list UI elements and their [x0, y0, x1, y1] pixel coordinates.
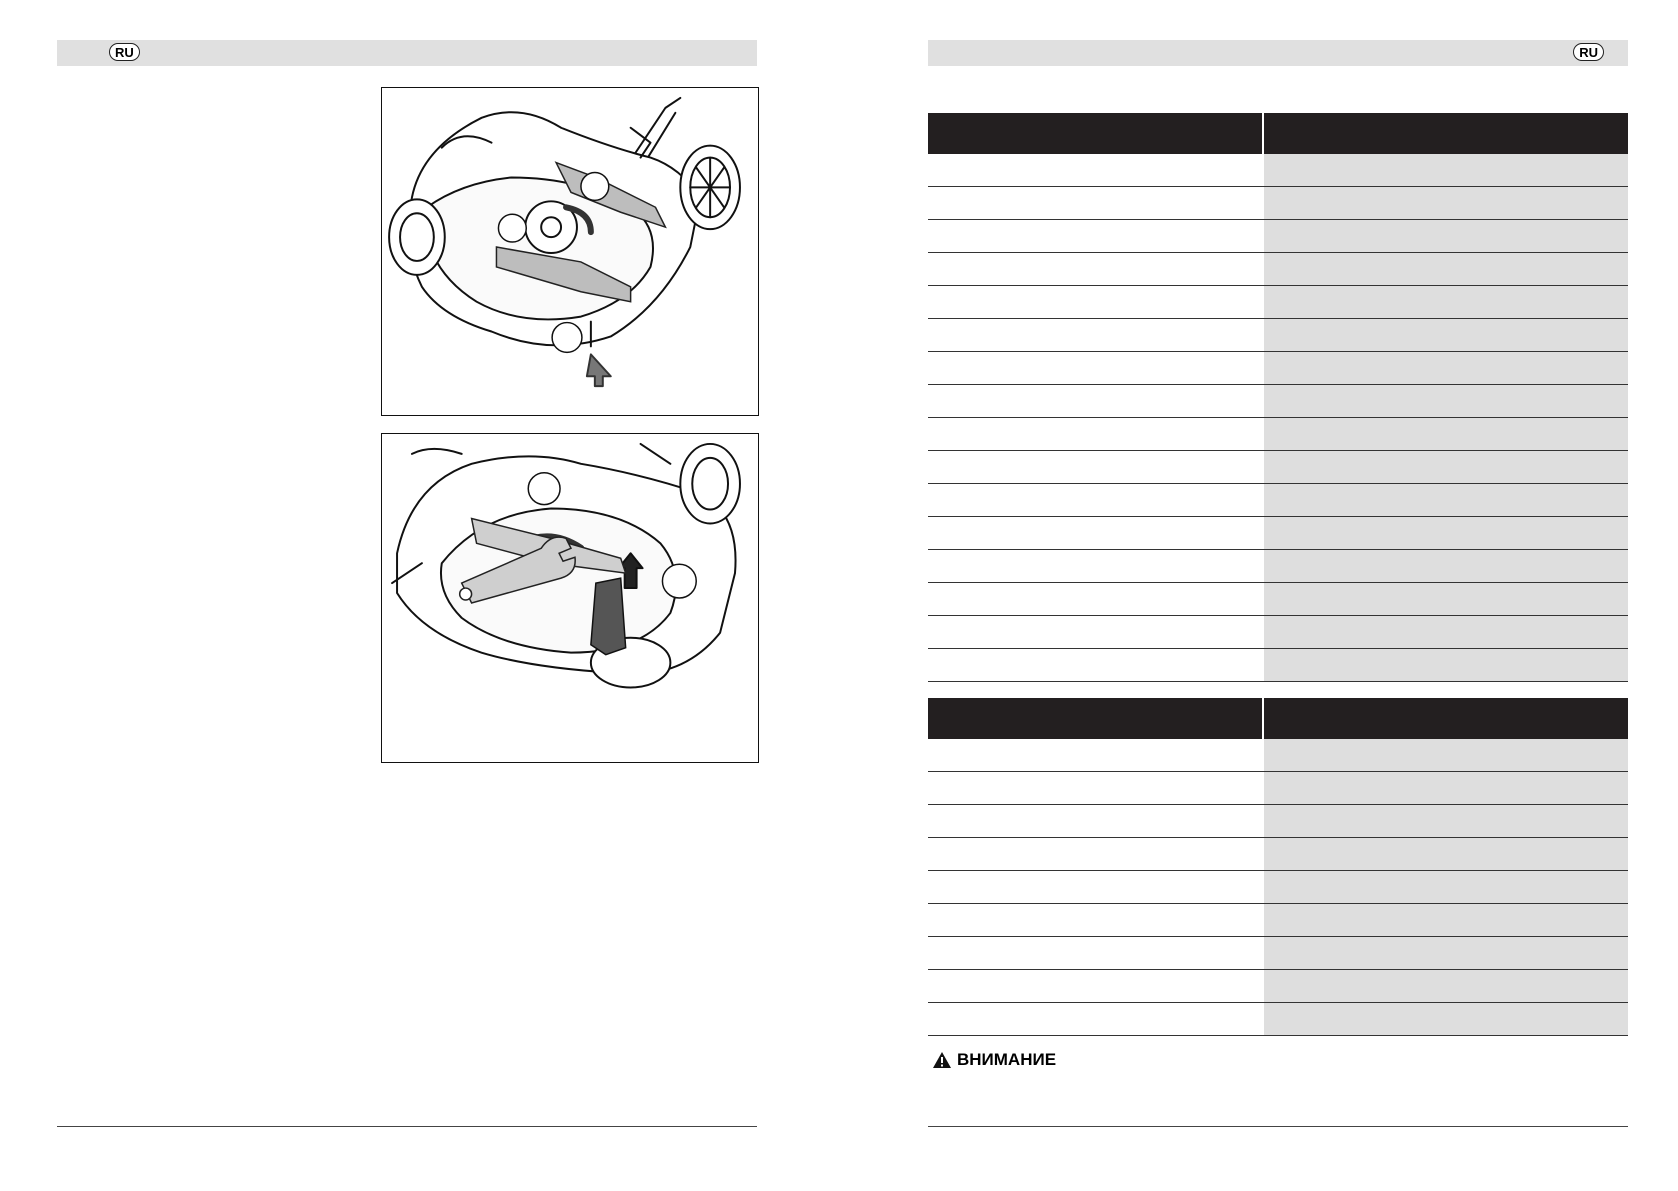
page-header-bar	[57, 40, 757, 66]
table-cell	[1264, 418, 1628, 450]
callout-circle	[581, 172, 609, 200]
table-cell	[928, 319, 1264, 351]
mower-underside-illustration	[382, 88, 758, 415]
right-page	[839, 0, 1678, 1191]
table-row	[928, 805, 1628, 838]
specification-table	[928, 113, 1628, 682]
table-row	[928, 187, 1628, 220]
callout-circle	[528, 473, 560, 505]
table-row	[928, 616, 1628, 649]
warning-label: ВНИМАНИЕ	[957, 1050, 1057, 1069]
table-row	[928, 1003, 1628, 1036]
table-row	[928, 154, 1628, 187]
footer-rule	[928, 1126, 1628, 1127]
table-cell	[928, 739, 1264, 771]
table-row	[928, 319, 1628, 352]
table-cell	[1264, 550, 1628, 582]
table-cell	[928, 418, 1264, 450]
table-row	[928, 583, 1628, 616]
table-cell	[928, 286, 1264, 318]
table-row	[928, 517, 1628, 550]
table-row	[928, 649, 1628, 682]
blade-wrench-figure	[381, 433, 759, 763]
table-cell	[1264, 154, 1628, 186]
language-badge: RU	[109, 43, 140, 61]
table-cell	[1264, 739, 1628, 771]
table-row	[928, 352, 1628, 385]
table-cell	[1264, 937, 1628, 969]
table-cell	[928, 220, 1264, 252]
table-header-cell	[928, 113, 1262, 154]
table-row	[928, 451, 1628, 484]
table-cell	[1264, 649, 1628, 681]
table-cell	[1264, 904, 1628, 936]
table-cell	[1264, 772, 1628, 804]
table-cell	[1264, 805, 1628, 837]
table-cell	[1264, 220, 1628, 252]
table-cell	[928, 187, 1264, 219]
table-cell	[1264, 352, 1628, 384]
table-cell	[928, 517, 1264, 549]
table-cell	[928, 583, 1264, 615]
table-cell	[928, 154, 1264, 186]
specification-table	[928, 698, 1628, 1036]
table-cell	[1264, 319, 1628, 351]
table-cell	[1264, 1003, 1628, 1035]
table-header-cell	[1264, 113, 1628, 154]
table-cell	[1264, 970, 1628, 1002]
page-header-bar	[928, 40, 1628, 66]
callout-circle	[552, 323, 582, 353]
table-header	[928, 698, 1628, 739]
table-cell	[928, 805, 1264, 837]
table-cell	[1264, 253, 1628, 285]
table-row	[928, 286, 1628, 319]
table-row	[928, 220, 1628, 253]
table-cell	[1264, 451, 1628, 483]
table-header	[928, 113, 1628, 154]
table-cell	[928, 385, 1264, 417]
footer-rule	[57, 1126, 757, 1127]
table-row	[928, 253, 1628, 286]
warning-triangle-icon	[932, 1051, 952, 1069]
table-cell	[928, 484, 1264, 516]
table-cell	[928, 649, 1264, 681]
table-cell	[928, 937, 1264, 969]
table-cell	[1264, 484, 1628, 516]
table-cell	[928, 970, 1264, 1002]
table-cell	[928, 253, 1264, 285]
table-cell	[1264, 385, 1628, 417]
table-cell	[1264, 286, 1628, 318]
table-header-cell	[928, 698, 1262, 739]
table-row	[928, 970, 1628, 1003]
blade-removal-figure	[381, 87, 759, 416]
table-cell	[928, 871, 1264, 903]
mower-wrench-illustration	[382, 434, 758, 762]
table-cell	[1264, 583, 1628, 615]
table-cell	[1264, 616, 1628, 648]
table-row	[928, 484, 1628, 517]
language-badge: RU	[1573, 43, 1604, 61]
table-cell	[1264, 517, 1628, 549]
table-row	[928, 385, 1628, 418]
table-row	[928, 904, 1628, 937]
table-cell	[928, 838, 1264, 870]
table-cell	[928, 451, 1264, 483]
callout-circle	[662, 564, 696, 598]
table-row	[928, 772, 1628, 805]
warning-heading	[932, 1048, 1056, 1072]
table-cell	[1264, 187, 1628, 219]
table-cell	[928, 1003, 1264, 1035]
table-cell	[1264, 838, 1628, 870]
table-row	[928, 838, 1628, 871]
table-row	[928, 871, 1628, 904]
callout-circle	[498, 214, 526, 242]
table-cell	[928, 550, 1264, 582]
table-row	[928, 937, 1628, 970]
table-row	[928, 550, 1628, 583]
table-header-cell	[1264, 698, 1628, 739]
table-cell	[928, 904, 1264, 936]
table-row	[928, 739, 1628, 772]
table-cell	[1264, 871, 1628, 903]
table-row	[928, 418, 1628, 451]
table-cell	[928, 616, 1264, 648]
table-cell	[928, 352, 1264, 384]
table-cell	[928, 772, 1264, 804]
